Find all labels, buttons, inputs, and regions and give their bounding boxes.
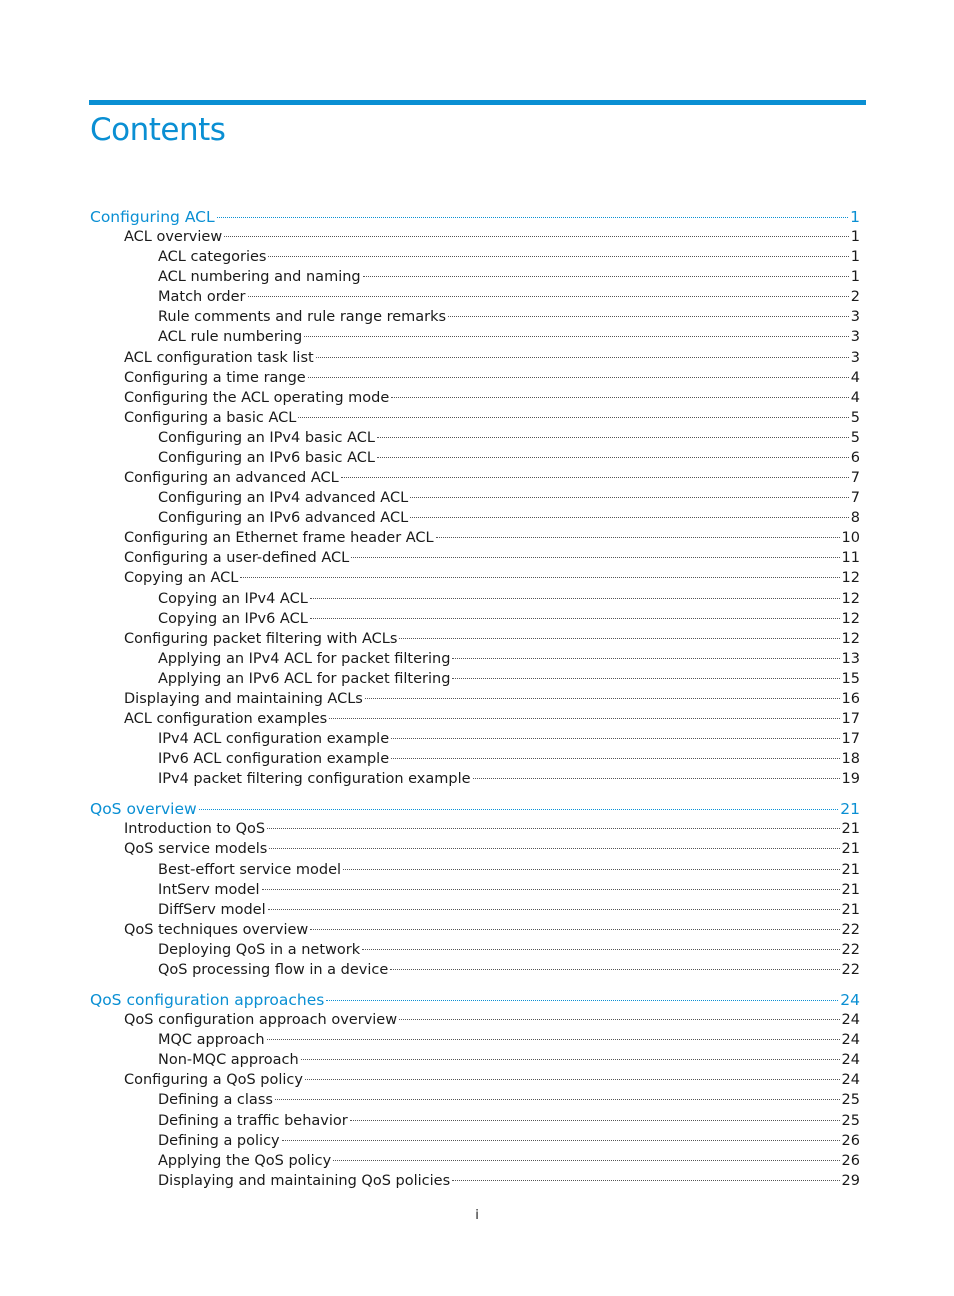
toc-dot-leader	[473, 778, 840, 779]
toc-entry-page: 24	[841, 1052, 860, 1069]
toc-dot-leader	[248, 296, 849, 297]
toc-dot-leader	[304, 336, 849, 337]
toc-entry-page: 1	[850, 229, 860, 246]
toc-entry-label: QoS overview	[90, 800, 197, 819]
toc-entry-label: Configuring an IPv4 advanced ACL	[158, 490, 409, 507]
toc-dot-leader	[448, 316, 849, 317]
toc-dot-leader	[410, 497, 849, 498]
toc-entry-label: Configuring an IPv6 basic ACL	[158, 449, 375, 466]
toc-entry-page: 3	[850, 309, 860, 326]
toc-dot-leader	[269, 848, 839, 849]
toc-dot-leader	[452, 658, 839, 659]
toc-entry-label: Configuring an advanced ACL	[124, 470, 339, 487]
toc-section-entry[interactable]	[124, 468, 860, 488]
toc-entry-page: 8	[850, 510, 860, 527]
toc-entry-label: Configuring ACL	[90, 208, 215, 226]
toc-dot-leader	[308, 377, 849, 378]
toc-entry-page: 17	[841, 711, 860, 727]
toc-entry-label: Defining a class	[158, 1092, 273, 1109]
toc-section-entry[interactable]	[158, 287, 860, 307]
toc-dot-leader	[310, 618, 840, 619]
toc-entry-page: 12	[841, 630, 860, 647]
toc-dot-leader	[341, 477, 849, 478]
toc-section-entry[interactable]	[158, 900, 860, 920]
toc-entry-page: 2	[850, 289, 860, 306]
toc-entry-label: IPv6 ACL configuration example	[158, 751, 390, 768]
toc-entry-label: Applying the QoS policy	[158, 1152, 332, 1169]
toc-entry-label: Configuring packet filtering with ACLs	[124, 630, 398, 647]
toc-entry-page: 21	[840, 800, 860, 819]
toc-section-entry[interactable]	[158, 247, 860, 267]
toc-entry-label: Match order	[158, 289, 246, 306]
toc-dot-leader	[224, 236, 849, 237]
toc-section-entry[interactable]	[124, 709, 860, 729]
toc-entry-label: ACL configuration examples	[124, 711, 328, 727]
toc-entry-page: 26	[841, 1152, 860, 1169]
toc-section-entry[interactable]	[158, 1131, 860, 1151]
toc-entry-page: 19	[841, 771, 860, 788]
toc-entry-page: 18	[841, 751, 860, 768]
toc-entry-page: 3	[850, 349, 860, 366]
toc-dot-leader	[391, 397, 848, 398]
toc-dot-leader	[436, 537, 840, 538]
header-rule	[89, 100, 866, 105]
toc-entry-label: Rule comments and rule range remarks	[158, 309, 447, 326]
toc-dot-leader	[326, 1000, 838, 1001]
toc-dot-leader	[391, 738, 839, 739]
toc-entry-page: 15	[841, 670, 860, 687]
toc-entry-page: 7	[850, 490, 860, 507]
toc-section-entry[interactable]	[158, 1151, 860, 1171]
toc-chapter-entry[interactable]	[90, 799, 860, 819]
toc-entry-label: IPv4 ACL configuration example	[158, 731, 390, 748]
toc-entry-page: 24	[841, 1012, 860, 1029]
toc-entry-label: IntServ model	[158, 881, 260, 898]
toc-entry-page: 5	[850, 429, 860, 446]
toc-dot-leader	[282, 1140, 840, 1141]
toc-entry-label: ACL overview	[124, 229, 223, 246]
toc-section-entry[interactable]	[158, 508, 860, 528]
toc-section-entry[interactable]	[158, 769, 860, 789]
toc-entry-page: 4	[850, 369, 860, 386]
toc-entry-label: Configuring a user-defined ACL	[124, 550, 350, 567]
toc-dot-leader	[262, 889, 840, 890]
toc-dot-leader	[310, 929, 839, 930]
toc-section-entry[interactable]	[124, 920, 860, 940]
toc-dot-leader	[301, 1059, 840, 1060]
toc-dot-leader	[377, 457, 849, 458]
toc-dot-leader	[199, 809, 839, 810]
toc-section-entry[interactable]	[124, 548, 860, 568]
toc-section-entry[interactable]	[158, 1030, 860, 1050]
toc-entry-page: 24	[840, 991, 860, 1010]
toc-section-entry[interactable]	[158, 448, 860, 468]
toc-section-entry[interactable]	[124, 227, 860, 247]
toc-section-entry[interactable]	[124, 528, 860, 548]
toc-entry-page: 25	[841, 1092, 860, 1109]
toc-dot-leader	[390, 969, 839, 970]
toc-dot-leader	[363, 276, 849, 277]
toc-entry-label: QoS processing flow in a device	[158, 961, 389, 978]
toc-entry-page: 25	[841, 1112, 860, 1129]
toc-section-entry[interactable]	[158, 609, 860, 629]
toc-dot-leader	[350, 1120, 840, 1121]
toc-entry-page: 3	[850, 329, 860, 346]
toc-entry-label: Configuring a QoS policy	[124, 1072, 303, 1089]
toc-section-entry[interactable]	[124, 568, 860, 588]
toc-entry-label: MQC approach	[158, 1032, 265, 1049]
toc-entry-page: 26	[841, 1132, 860, 1149]
toc-entry-page: 16	[841, 690, 860, 707]
toc-section-entry[interactable]	[124, 388, 860, 408]
toc-chapter-entry[interactable]	[90, 207, 860, 227]
toc-entry-page: 10	[841, 530, 860, 547]
toc-entry-page: 11	[841, 550, 860, 567]
toc-section-entry[interactable]	[124, 368, 860, 388]
toc-section-entry[interactable]	[124, 839, 860, 859]
page-number: i	[475, 1208, 479, 1223]
toc-entry-page: 1	[850, 208, 860, 226]
toc-section-entry[interactable]	[158, 940, 860, 960]
toc-dot-leader	[268, 256, 848, 257]
toc-entry-page: 21	[841, 901, 860, 918]
toc-entry-page: 12	[841, 570, 860, 587]
toc-dot-leader	[217, 217, 849, 218]
toc-section-entry[interactable]	[158, 669, 860, 689]
toc-section-entry[interactable]	[158, 1171, 860, 1191]
toc-section-entry[interactable]	[158, 267, 860, 287]
toc-dot-leader	[399, 638, 839, 639]
toc-dot-leader	[362, 949, 839, 950]
toc-section-entry[interactable]	[158, 1111, 860, 1131]
toc-dot-leader	[365, 698, 840, 699]
toc-entry-page: 7	[850, 470, 860, 487]
toc-dot-leader	[377, 437, 849, 438]
toc-entry-page: 29	[841, 1172, 860, 1189]
toc-entry-page: 21	[841, 861, 860, 878]
toc-entry-label: QoS configuration approaches	[90, 991, 325, 1010]
toc-dot-leader	[298, 417, 848, 418]
toc-entry-page: 22	[841, 941, 860, 958]
toc-entry-label: DiffServ model	[158, 901, 266, 918]
toc-section-entry[interactable]	[158, 960, 860, 980]
toc-section-entry[interactable]	[124, 1070, 860, 1090]
toc-dot-leader	[333, 1160, 839, 1161]
toc-entry-label: Configuring the ACL operating mode	[124, 389, 390, 406]
toc-dot-leader	[275, 1099, 840, 1100]
toc-entry-label: QoS configuration approach overview	[124, 1012, 398, 1029]
toc-section-entry[interactable]	[158, 428, 860, 448]
toc-section-entry[interactable]	[124, 629, 860, 649]
toc-entry-page: 12	[841, 610, 860, 627]
toc-entry-page: 1	[850, 269, 860, 286]
toc-section-entry[interactable]	[158, 1050, 860, 1070]
toc-entry-label: QoS service models	[124, 841, 268, 858]
toc-entry-label: Copying an IPv4 ACL	[158, 590, 308, 607]
toc-entry-page: 24	[841, 1032, 860, 1049]
toc-section-entry[interactable]	[158, 860, 860, 880]
toc-entry-label: Configuring an Ethernet frame header ACL	[124, 530, 434, 547]
toc-entry-label: Defining a policy	[158, 1132, 280, 1149]
toc-entry-page: 22	[841, 921, 860, 938]
toc-entry-label: Introduction to QoS	[124, 821, 266, 838]
toc-entry-label: Configuring an IPv4 basic ACL	[158, 429, 375, 446]
toc-dot-leader	[267, 828, 839, 829]
toc-entry-label: Configuring a basic ACL	[124, 409, 297, 426]
toc-entry-page: 1	[850, 249, 860, 266]
toc-entry-page: 4	[850, 389, 860, 406]
toc-entry-label: Copying an IPv6 ACL	[158, 610, 308, 627]
toc-entry-label: ACL configuration task list	[124, 349, 314, 366]
toc-entry-label: Copying an ACL	[124, 570, 239, 587]
toc-dot-leader	[316, 357, 849, 358]
toc-dot-leader	[343, 869, 839, 870]
page-title: Contents	[90, 112, 226, 148]
toc-section-entry[interactable]	[158, 327, 860, 347]
toc-section-entry[interactable]	[158, 749, 860, 769]
toc-dot-leader	[310, 598, 840, 599]
toc-section-entry[interactable]	[124, 348, 860, 368]
toc-entry-label: ACL rule numbering	[158, 329, 303, 346]
toc-section-entry[interactable]	[158, 488, 860, 508]
toc-entry-page: 21	[841, 881, 860, 898]
toc-entry-page: 21	[841, 821, 860, 838]
toc-section-entry[interactable]	[124, 819, 860, 839]
toc-section-entry[interactable]	[158, 1090, 860, 1110]
toc-dot-leader	[410, 517, 849, 518]
toc-entry-label: ACL categories	[158, 249, 267, 266]
toc-entry-label: Displaying and maintaining QoS policies	[158, 1172, 451, 1189]
toc-entry-page: 22	[841, 961, 860, 978]
toc-section-entry[interactable]	[158, 729, 860, 749]
toc-chapter-entry[interactable]	[90, 990, 860, 1010]
toc-dot-leader	[452, 1180, 839, 1181]
toc-dot-leader	[351, 557, 839, 558]
toc-entry-label: Applying an IPv6 ACL for packet filtering	[158, 670, 451, 687]
toc-entry-page: 12	[841, 590, 860, 607]
toc-entry-label: Non-MQC approach	[158, 1052, 299, 1069]
toc-section-entry[interactable]	[124, 689, 860, 709]
toc-dot-leader	[268, 909, 840, 910]
toc-entry-page: 21	[841, 841, 860, 858]
toc-section-entry[interactable]	[158, 307, 860, 327]
toc-entry-page: 24	[841, 1072, 860, 1089]
toc-entry-page: 17	[841, 731, 860, 748]
toc-dot-leader	[240, 577, 839, 578]
toc-dot-leader	[267, 1039, 840, 1040]
toc-entry-label: Best-effort service model	[158, 861, 342, 878]
toc-section-entry[interactable]	[158, 880, 860, 900]
toc-section-entry[interactable]	[158, 649, 860, 669]
toc-section-entry[interactable]	[124, 408, 860, 428]
toc-entry-label: Deploying QoS in a network	[158, 941, 361, 958]
toc-entry-page: 13	[841, 650, 860, 667]
toc-dot-leader	[329, 718, 839, 719]
toc-entry-label: QoS techniques overview	[124, 921, 309, 938]
toc-entry-label: Defining a traffic behavior	[158, 1112, 348, 1129]
toc-section-entry[interactable]	[158, 589, 860, 609]
toc-dot-leader	[399, 1019, 839, 1020]
toc-entry-label: Configuring a time range	[124, 369, 306, 386]
toc-entry-label: Applying an IPv4 ACL for packet filtering	[158, 650, 451, 667]
toc-dot-leader	[391, 758, 839, 759]
toc-section-entry[interactable]	[124, 1010, 860, 1030]
toc-entry-page: 6	[850, 449, 860, 466]
toc-entry-label: Configuring an IPv6 advanced ACL	[158, 510, 409, 527]
toc-dot-leader	[305, 1079, 840, 1080]
toc-entry-label: ACL numbering and naming	[158, 269, 361, 286]
toc-dot-leader	[452, 678, 839, 679]
toc-entry-label: IPv4 packet filtering configuration example	[158, 771, 471, 788]
toc-entry-page: 5	[850, 409, 860, 426]
toc-entry-label: Displaying and maintaining ACLs	[124, 690, 363, 707]
